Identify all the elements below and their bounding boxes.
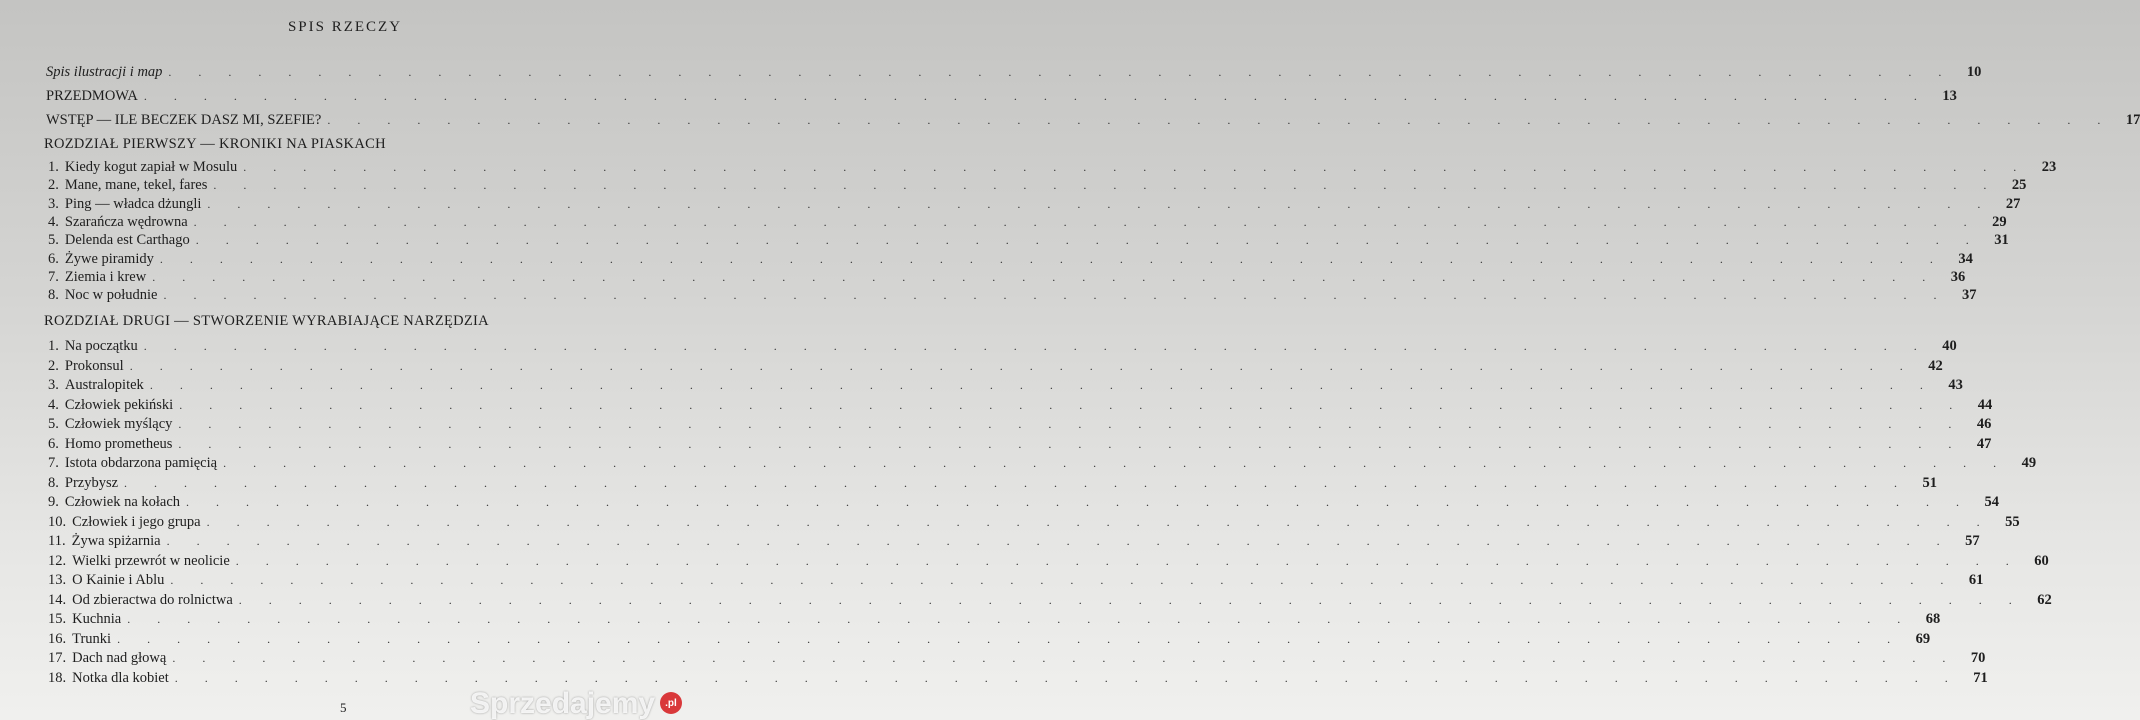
toc-entry (48, 611, 1941, 628)
entry-title: Na początku (64, 338, 138, 354)
entry-number: 9. (48, 494, 59, 510)
entry-number: 11. (48, 533, 66, 549)
dot-leader: . . . . . . . . . . . . . . . . . . . . . . . . . . . . . . . . . . . . . . . . . . . . . . . . . . . . . . . . . . . . (178, 417, 1964, 431)
entry-title: Notka dla kobiet (72, 669, 169, 686)
entry-number: 6. (48, 250, 59, 267)
entry-number: 15. (48, 611, 67, 627)
entry-page: 42 (1928, 357, 1943, 374)
entry-number: 7. (48, 268, 59, 285)
dot-leader: . . . . . . . . . . . . . . . . . . . . . . . . . . . . . . . . . . . . . . . . . . . . . . . . . . . . . . . . . . . . (163, 288, 1949, 303)
entry-title: Przybysz (64, 474, 119, 491)
entry-page: 47 (1976, 435, 1992, 452)
entry-title: Człowiek na kołach (64, 494, 181, 510)
entry-title: Trunki (72, 630, 112, 647)
entry-title: Delenda est Carthago (64, 232, 190, 249)
entry-page: 60 (2034, 552, 2049, 569)
dot-leader: . . . . . . . . . . . . . . . . . . . . . . . . . . . . . . . . . . . . . . . . . . . . . . . . . . . . . . . . . . . . (124, 475, 1910, 490)
entry-number: 6. (48, 435, 59, 452)
entry-title: Żywe piramidy (64, 250, 154, 267)
entry-page: 46 (1976, 416, 1992, 432)
dot-leader: . . . . . . . . . . . . . . . . . . . . . . . . . . . . . . . . . . . . . . . . . . . . . . . . . . . . . . . . . . . . (223, 456, 2009, 470)
entry-title: Dach nad głową (72, 650, 167, 666)
toc-entry (48, 250, 1973, 268)
dot-leader: . . . . . . . . . . . . . . . . . . . . . . . . . . . . . . . . . . . . . . . . . . . . . . . . . . . . . . . . . . . . (195, 233, 1981, 248)
entry-number: 8. (48, 474, 59, 491)
toc-entry (48, 572, 1984, 589)
toc-entry (48, 455, 2037, 472)
watermark-logo: Sprzedajemy (470, 687, 656, 720)
entry-page: 23 (2041, 159, 2057, 175)
dot-leader: . . . . . . . . . . . . . . . . . . . . . . . . . . . . . . . . . . . . . . . . . . . . . . . . . . . . . . . . . . . . (178, 436, 1964, 451)
entry-page: 51 (1922, 474, 1938, 491)
entry-title: Od zbieractwa do rolnictwa (72, 591, 233, 608)
dot-leader: . . . . . . . . . . . . . . . . . . . . . . . . . . . . . . . . . . . . . . . . . . . . . . . . . . . . . . . . . . . . (143, 89, 1929, 103)
dot-leader: . . . . . . . . . . . . . . . . . . . . . . . . . . . . . . . . . . . . . . . . . . . . . . . . . . . . . . . . . . . . (117, 631, 1903, 646)
entry-number: 17. (48, 650, 67, 666)
dot-leader: . . . . . . . . . . . . . . . . . . . . . . . . . . . . . . . . . . . . . . . . . . . . . . . . . . . . . . . . . . . . (238, 592, 2024, 607)
entry-page: 29 (1992, 213, 2007, 230)
toc-entry (46, 112, 2140, 129)
toc-entry (48, 177, 2027, 194)
entry-number: 12. (48, 552, 67, 569)
entry-page: 55 (2005, 513, 2020, 530)
dot-leader: . . . . . . . . . . . . . . . . . . . . . . . . . . . . . . . . . . . . . . . . . . . . . . . . . . . . . . . . . . . . (172, 651, 1958, 665)
dot-leader: . . . . . . . . . . . . . . . . . . . . . . . . . . . . . . . . . . . . . . . . . . . . . . . . . . . . . . . . . . . . (213, 178, 1999, 193)
dot-leader: . . . . . . . . . . . . . . . . . . . . . . . . . . . . . . . . . . . . . . . . . . . . . . . . . . . . . . . . . . . . (149, 378, 1935, 392)
toc-entry (48, 533, 1980, 550)
entry-title: Noc w południe (64, 287, 158, 304)
entry-title: Mane, mane, tekel, fares (64, 177, 208, 194)
dot-leader: . . . . . . . . . . . . . . . . . . . . . . . . . . . . . . . . . . . . . . . . . . . . . . . . . . . . . . . . . . . . (127, 612, 1913, 626)
entry-number: 2. (48, 177, 59, 194)
entry-page: 61 (1968, 572, 1984, 588)
entry-page: 37 (1962, 287, 1977, 304)
toc-entry (46, 88, 1957, 105)
entry-number: 18. (48, 669, 67, 686)
entry-page: 54 (1984, 494, 2000, 510)
entry-number: 8. (48, 287, 59, 304)
entry-title: O Kainie i Ablu (72, 572, 165, 588)
dot-leader: . . . . . . . . . . . . . . . . . . . . . . . . . . . . . . . . . . . . . . . . . . . . . . . . . . . . . . . . . . . . (168, 65, 1954, 79)
toc-entry (48, 435, 1992, 453)
toc-entry (48, 513, 2020, 531)
entry-number: 5. (48, 416, 59, 432)
toc-entry (48, 416, 1992, 433)
entry-number: 2. (48, 357, 59, 374)
chapter-heading: ROZDZIAŁ PIERWSZY — KRONIKI NA PIASKACH (44, 136, 386, 152)
entry-number: 1. (48, 338, 59, 354)
entry-number: 4. (48, 213, 59, 230)
entry-number: 10. (48, 513, 67, 530)
entry-number: 3. (48, 195, 59, 212)
entry-number: 7. (48, 455, 59, 471)
entry-title: Ping — władca dżungli (64, 195, 202, 212)
entry-page: 44 (1977, 396, 1993, 413)
entry-page: 10 (1966, 64, 1982, 80)
entry-title: Australopitek (64, 377, 144, 393)
dot-leader: . . . . . . . . . . . . . . . . . . . . . . . . . . . . . . . . . . . . . . . . . . . . . . . . . . . . . . . . . . . . (327, 113, 2113, 127)
toc-entry (48, 591, 2052, 609)
dot-leader: . . . . . . . . . . . . . . . . . . . . . . . . . . . . . . . . . . . . . . . . . . . . . . . . . . . . . . . . . . . . (186, 495, 1972, 509)
entry-title: Człowiek pekiński (64, 396, 174, 413)
toc-entry (48, 232, 2009, 249)
dot-leader: . . . . . . . . . . . . . . . . . . . . . . . . . . . . . . . . . . . . . . . . . . . . . . . . . . . . . . . . . . . . (129, 358, 1915, 373)
toc-entry (48, 650, 1986, 667)
entry-title: Prokonsul (64, 357, 124, 374)
entry-page: 17 (2125, 112, 2140, 128)
entry-page: 49 (2021, 455, 2037, 471)
dot-leader: . . . . . . . . . . . . . . . . . . . . . . . . . . . . . . . . . . . . . . . . . . . . . . . . . . . . . . . . . . . . (235, 553, 2021, 568)
toc-entry (48, 159, 2057, 176)
entry-title: Żywa spiżarnia (71, 533, 161, 549)
toc-entry (46, 64, 1982, 81)
entry-page: 31 (1994, 232, 2009, 249)
entry-page: 62 (2037, 591, 2052, 608)
entry-title: PRZEDMOWA (46, 88, 138, 104)
dot-leader: . . . . . . . . . . . . . . . . . . . . . . . . . . . . . . . . . . . . . . . . . . . . . . . . . . . . . . . . . . . . (243, 160, 2029, 174)
entry-page: 25 (2011, 177, 2027, 194)
entry-page: 70 (1970, 650, 1986, 666)
toc-entry (48, 213, 2007, 231)
entry-title: Spis ilustracji i map (46, 64, 163, 80)
page-number: 5 (340, 700, 347, 715)
entry-page: 71 (1973, 669, 1988, 686)
toc-entry (48, 377, 1963, 394)
chapter-heading: ROZDZIAŁ DRUGI — STWORZENIE WYRABIAJĄCE NARZĘDZIA (44, 313, 489, 329)
toc-entry (48, 195, 2021, 213)
entry-page: 13 (1942, 88, 1957, 104)
entry-page: 40 (1942, 338, 1957, 354)
toc-entry (48, 630, 1931, 648)
dot-leader: . . . . . . . . . . . . . . . . . . . . . . . . . . . . . . . . . . . . . . . . . . . . . . . . . . . . . . . . . . . . (159, 251, 1945, 266)
dot-leader: . . . . . . . . . . . . . . . . . . . . . . . . . . . . . . . . . . . . . . . . . . . . . . . . . . . . . . . . . . . . (193, 214, 1979, 229)
dot-leader: . . . . . . . . . . . . . . . . . . . . . . . . . . . . . . . . . . . . . . . . . . . . . . . . . . . . . . . . . . . . (166, 534, 1952, 548)
toc-entry (48, 494, 2000, 511)
entry-number: 1. (48, 159, 59, 175)
entry-title: Ziemia i krew (64, 268, 147, 285)
entry-page: 68 (1925, 611, 1941, 627)
entry-title: Istota obdarzona pamięcią (64, 455, 218, 471)
entry-number: 13. (48, 572, 67, 588)
entry-number: 3. (48, 377, 59, 393)
dot-leader: . . . . . . . . . . . . . . . . . . . . . . . . . . . . . . . . . . . . . . . . . . . . . . . . . . . . . . . . . . . . (143, 339, 1929, 353)
entry-page: 34 (1958, 250, 1973, 267)
entry-page: 27 (2005, 195, 2021, 212)
toc-entry (48, 474, 1938, 492)
toc-entry (48, 287, 1977, 304)
dot-leader: . . . . . . . . . . . . . . . . . . . . . . . . . . . . . . . . . . . . . . . . . . . . . . . . . . . . . . . . . . . . (207, 196, 1993, 211)
toc-entry (48, 268, 1966, 286)
entry-title: Kuchnia (72, 611, 122, 627)
toc-entry (48, 396, 1993, 414)
entry-title: Homo prometheus (64, 435, 173, 452)
dot-leader: . . . . . . . . . . . . . . . . . . . . . . . . . . . . . . . . . . . . . . . . . . . . . . . . . . . . . . . . . . . . (179, 397, 1965, 412)
entry-title: Człowiek myślący (64, 416, 173, 432)
toc-entry (48, 552, 2049, 570)
entry-page: 43 (1948, 377, 1963, 393)
entry-number: 14. (48, 591, 67, 608)
entry-page: 69 (1915, 630, 1931, 647)
entry-number: 4. (48, 396, 59, 413)
entry-title: WSTĘP — ILE BECZEK DASZ MI, SZEFIE? (46, 112, 322, 128)
dot-leader: . . . . . . . . . . . . . . . . . . . . . . . . . . . . . . . . . . . . . . . . . . . . . . . . . . . . . . . . . . . . (174, 670, 1960, 685)
page-title: SPIS RZECZY (287, 19, 403, 35)
entry-page: 36 (1950, 268, 1966, 285)
entry-title: Wielki przewrót w neolicie (72, 552, 230, 569)
entry-number: 5. (48, 232, 59, 249)
dot-leader: . . . . . . . . . . . . . . . . . . . . . . . . . . . . . . . . . . . . . . . . . . . . . . . . . . . . . . . . . . . . (152, 269, 1938, 284)
entry-page: 57 (1965, 533, 1980, 549)
watermark-badge: .pl (660, 692, 682, 714)
entry-number: 16. (48, 630, 67, 647)
entry-title: Kiedy kogut zapiał w Mosulu (64, 159, 238, 175)
dot-leader: . . . . . . . . . . . . . . . . . . . . . . . . . . . . . . . . . . . . . . . . . . . . . . . . . . . . . . . . . . . . (206, 514, 1992, 529)
toc-entry (48, 338, 1957, 355)
dot-leader: . . . . . . . . . . . . . . . . . . . . . . . . . . . . . . . . . . . . . . . . . . . . . . . . . . . . . . . . . . . . (170, 573, 1956, 587)
entry-title: Człowiek i jego grupa (72, 513, 201, 530)
toc-entry (48, 669, 1988, 687)
toc-entry (48, 357, 1943, 375)
entry-title: Szarańcza wędrowna (64, 213, 188, 230)
